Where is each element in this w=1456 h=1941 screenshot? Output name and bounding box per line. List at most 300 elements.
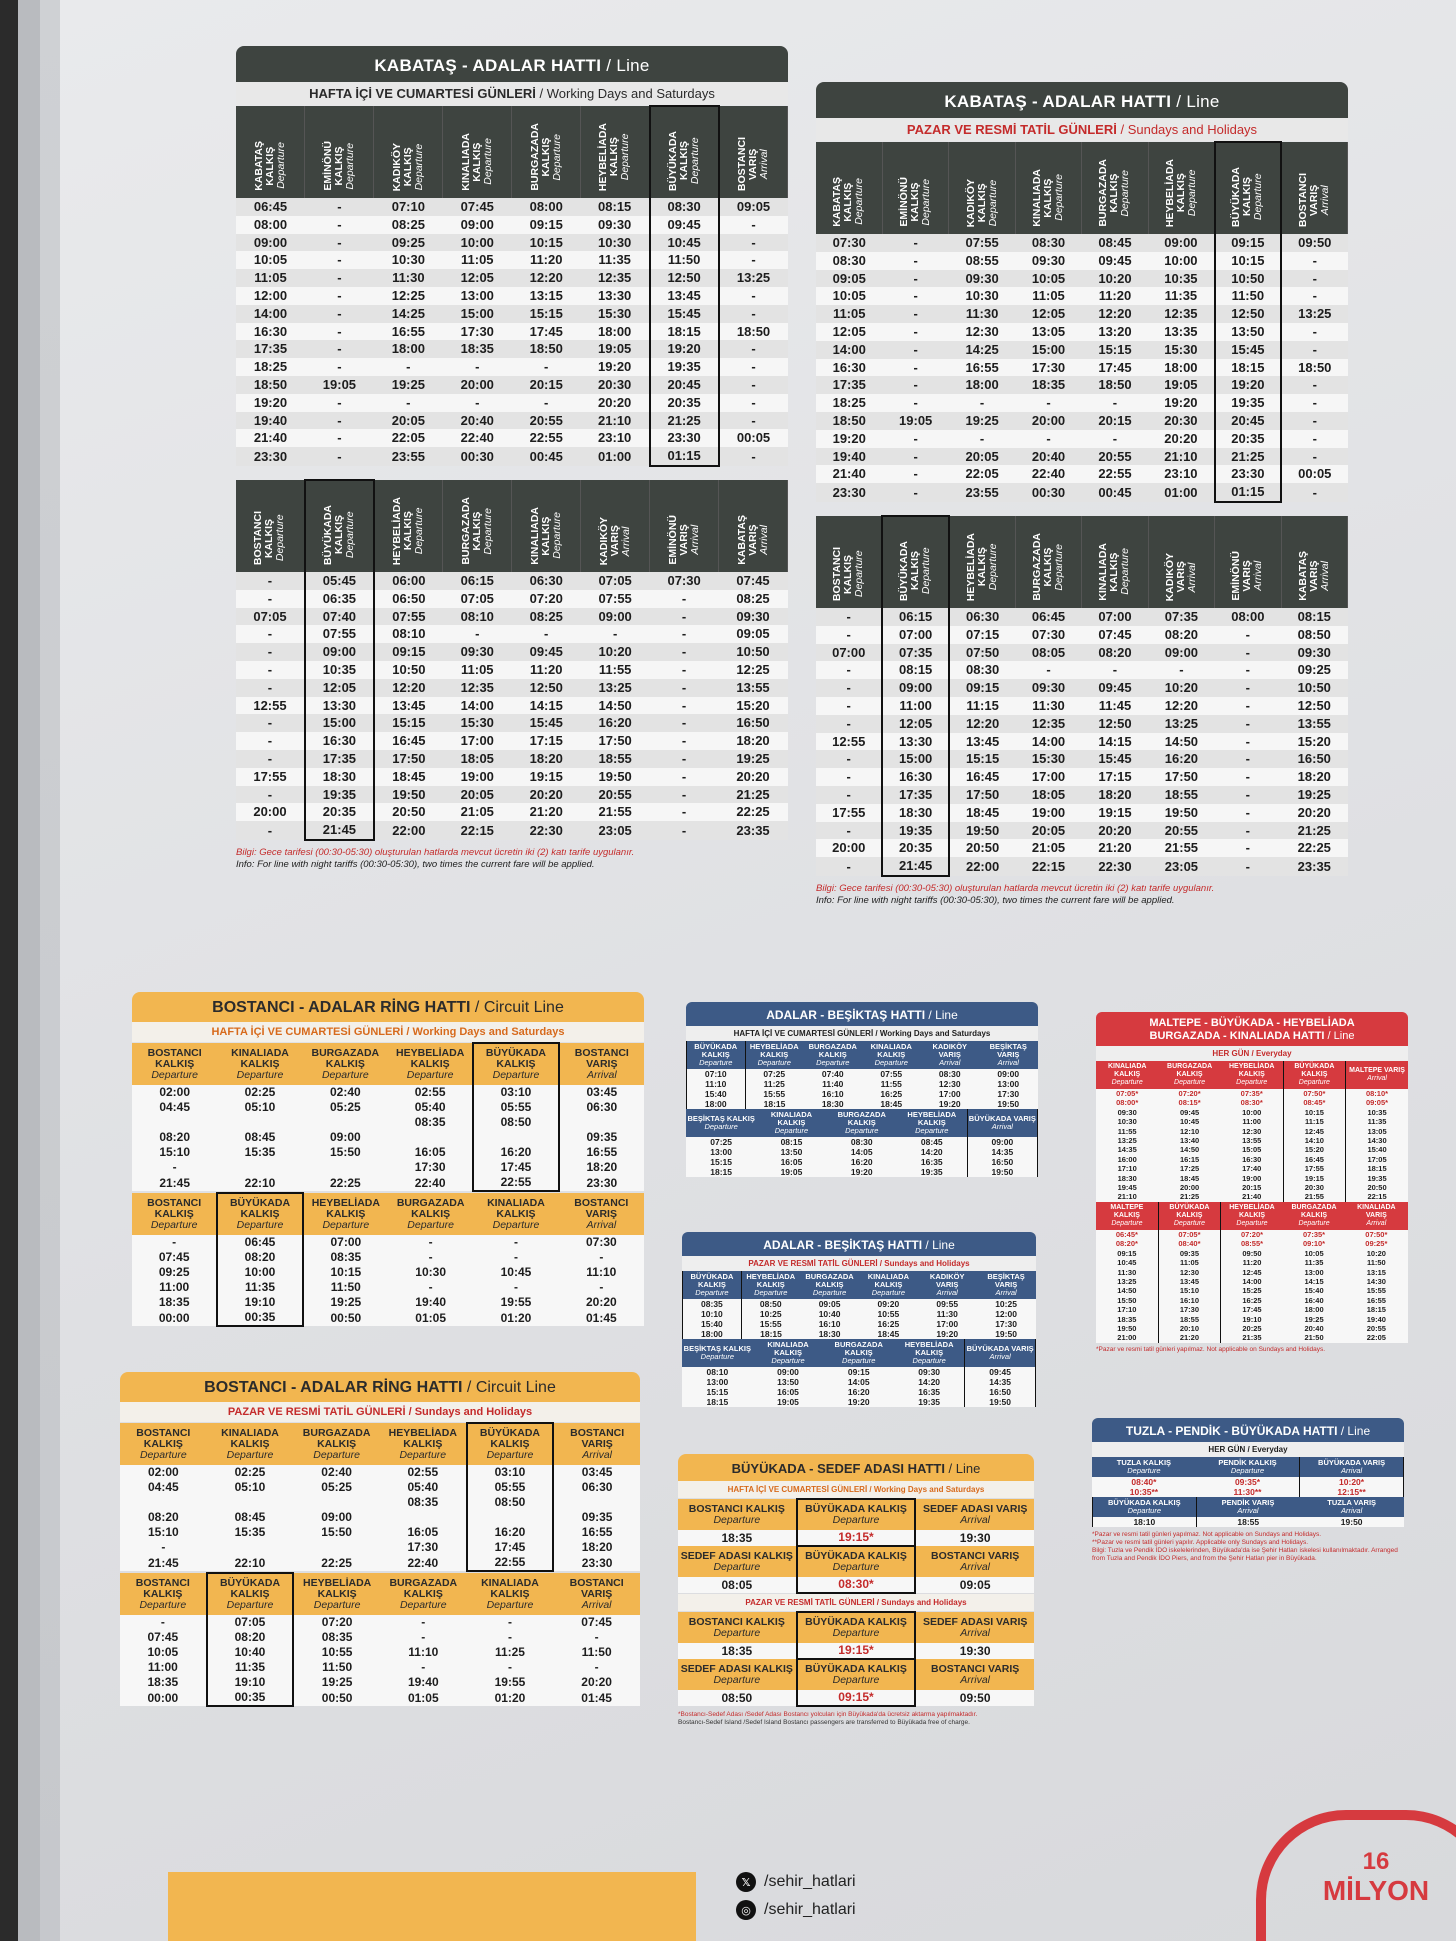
time-cell: 07:20	[293, 1615, 380, 1630]
time-cell: 11:50	[293, 1660, 380, 1675]
night-tariff-info: Bilgi: Gece tarifesi (00:30-05:30) oluşturulan hatlarda mevcut ücretin iki (2) katı tarife uygulanır. Info: For line with night tariffs (00:30-05:30), two times the current fare will be applied.	[816, 882, 1215, 906]
time-cell: -	[719, 251, 788, 269]
column-header: EMİNÖNÜ VARIŞ Arrival	[1215, 516, 1281, 608]
table-row	[678, 1577, 1034, 1593]
table-row	[236, 625, 788, 643]
time-cell: 19:20	[650, 340, 719, 358]
time-cell: 08:30	[1015, 234, 1081, 252]
table-row	[1096, 1324, 1408, 1333]
time-cell: 11:15	[1283, 1117, 1345, 1126]
time-cell: -	[236, 786, 305, 804]
time-cell: 12:50	[650, 269, 719, 287]
time-cell: 14:50	[1158, 1145, 1220, 1154]
time-cell: 15:30	[443, 714, 512, 732]
time-cell: 13:05	[1346, 1127, 1408, 1136]
time-cell: 01:20	[473, 1310, 558, 1326]
time-cell: 11:55	[581, 661, 650, 679]
time-cell: 00:35	[217, 1310, 302, 1326]
table-row	[816, 359, 1348, 377]
time-cell: -	[650, 786, 719, 804]
time-cell: 19:05	[1148, 376, 1214, 394]
instagram-link[interactable]: ◎ /sehir_hatlari	[736, 1896, 856, 1924]
time-cell: 09:05	[719, 625, 788, 643]
time-cell: 17:00	[1015, 768, 1081, 786]
time-cell: 10:50	[719, 643, 788, 661]
time-cell: 13:00	[443, 287, 512, 305]
time-cell: 18:35	[1096, 1315, 1158, 1324]
column-header: HEYBELİADA KALKIŞ Departure	[949, 516, 1015, 608]
table-row	[1096, 1174, 1408, 1183]
table-row	[132, 1310, 644, 1326]
time-cell: 22:25	[719, 803, 788, 821]
time-cell: 19:15*	[797, 1530, 916, 1546]
time-cell: 15:40	[1346, 1145, 1408, 1154]
time-cell: 07:45	[1082, 626, 1148, 644]
time-cell: 18:30	[882, 804, 948, 822]
time-cell	[303, 1115, 388, 1130]
time-cell: 19:25	[1281, 786, 1347, 804]
time-cell	[553, 1495, 640, 1510]
time-cell: 14:50	[1096, 1286, 1158, 1295]
time-cell: -	[1215, 768, 1281, 786]
time-cell: -	[1281, 483, 1347, 502]
panel-subtitle: HAFTA İÇİ VE CUMARTESİ GÜNLERİ / Working Days and Saturdays	[132, 1022, 644, 1042]
column-header: BURGAZADA KALKIŞ Departure	[443, 480, 512, 572]
time-cell: 10:35	[305, 661, 374, 679]
table-row	[816, 697, 1348, 715]
time-cell: 20:45	[650, 376, 719, 394]
time-cell: -	[650, 821, 719, 840]
time-cell: 18:15	[1345, 1305, 1407, 1314]
time-cell: -	[1281, 270, 1347, 288]
time-cell: 08:45	[1082, 234, 1148, 252]
time-cell: 05:45	[305, 572, 374, 590]
time-cell: 21:00	[1096, 1333, 1158, 1342]
time-cell: 12:30	[1221, 1127, 1283, 1136]
time-cell: 13:55	[1281, 715, 1347, 733]
time-cell: -	[236, 679, 305, 697]
time-cell: 19:40	[816, 448, 882, 466]
time-cell: 19:35	[882, 822, 948, 840]
table-row	[236, 803, 788, 821]
column-header: HEYBELİADA KALKIŞ Departure	[293, 1573, 380, 1615]
time-cell: 11:10	[559, 1265, 644, 1280]
table-row	[1096, 1315, 1408, 1324]
time-cell: 16:25	[859, 1319, 918, 1329]
time-cell: 10:50	[1281, 679, 1347, 697]
table-row	[132, 1160, 644, 1175]
time-cell: 11:35	[1346, 1117, 1408, 1126]
time-cell: 07:20*	[1221, 1230, 1283, 1239]
time-cell: 08:40*	[1092, 1477, 1196, 1487]
time-cell: -	[882, 483, 948, 502]
time-cell: -	[882, 323, 948, 341]
time-cell: 07:55	[581, 590, 650, 608]
time-cell: 06:50	[374, 590, 443, 608]
time-cell: 19:05	[882, 412, 948, 430]
table-row	[236, 305, 788, 323]
time-cell: 14:30	[1345, 1277, 1407, 1286]
time-cell: -	[305, 447, 374, 466]
time-cell: -	[512, 625, 581, 643]
time-cell: 15:55	[741, 1319, 800, 1329]
time-cell: 18:30	[800, 1329, 859, 1339]
time-cell: 21:10	[1148, 448, 1214, 466]
time-cell: 16:00	[1096, 1155, 1158, 1164]
table-row	[1096, 1286, 1408, 1295]
maltepe-note: *Pazar ve resmi tatil günleri yapılmaz. Not applicable on Sundays and Holidays.	[1096, 1345, 1326, 1353]
time-cell: 11:50	[1215, 287, 1281, 305]
time-cell: 08:05	[1015, 644, 1081, 662]
table-row	[120, 1690, 640, 1706]
time-cell: 08:20	[1148, 626, 1214, 644]
time-cell: 12:25	[719, 661, 788, 679]
time-cell: 19:35	[894, 1397, 965, 1407]
time-cell: 10:30	[1096, 1117, 1158, 1126]
time-cell: 15:05	[1221, 1145, 1283, 1154]
panel-subtitle: PAZAR VE RESMİ TATİL GÜNLERİ / Sundays and Holidays	[816, 118, 1348, 141]
time-cell: 06:00	[374, 572, 443, 590]
time-cell: -	[305, 340, 374, 358]
time-cell: -	[650, 768, 719, 786]
table-row	[686, 1167, 1038, 1177]
time-cell: 16:50	[1281, 750, 1347, 768]
time-cell: -	[236, 590, 305, 608]
table-row	[816, 679, 1348, 697]
panel-title: ADALAR - BEŞİKTAŞ HATTI / Line	[686, 1002, 1038, 1026]
time-cell: 00:45	[512, 447, 581, 466]
besiktas-weekday-panel	[686, 1002, 1038, 1177]
time-cell: 21:55	[1148, 839, 1214, 857]
table-row	[816, 768, 1348, 786]
time-cell: 07:35*	[1221, 1089, 1283, 1098]
time-cell: 14:20	[894, 1377, 965, 1387]
time-cell: 19:35	[1346, 1174, 1408, 1183]
time-cell: 14:15	[1283, 1277, 1345, 1286]
time-cell: 07:40	[804, 1069, 863, 1079]
time-cell: 11:35	[581, 251, 650, 269]
time-cell: 12:05	[1015, 305, 1081, 323]
panel-subtitle: HER GÜN / Everyday	[1096, 1046, 1408, 1061]
time-cell: 08:20	[207, 1630, 294, 1645]
time-cell: 05:10	[207, 1480, 294, 1495]
time-cell: 10:15	[303, 1265, 388, 1280]
time-cell: 13:55	[1221, 1136, 1283, 1145]
column-header: BURGAZADA KALKIŞ Departure	[823, 1339, 894, 1367]
time-cell: 19:50	[977, 1329, 1036, 1339]
time-cell: 03:10	[467, 1465, 554, 1480]
time-cell: 15:30	[581, 305, 650, 323]
time-cell: 20:20	[1148, 430, 1214, 448]
time-cell: 10:20	[1148, 679, 1214, 697]
time-cell: 22:05	[1345, 1333, 1407, 1342]
time-cell: 19:25	[719, 750, 788, 768]
time-cell: 21:20	[1158, 1333, 1220, 1342]
time-cell: 11:50	[1345, 1258, 1407, 1267]
time-cell: 09:15*	[797, 1690, 916, 1706]
time-cell: 13:25	[1096, 1136, 1158, 1145]
time-cell: 17:00	[921, 1089, 980, 1099]
time-cell: -	[816, 750, 882, 768]
panel-title: MALTEPE - BÜYÜKADA - HEYBELİADA BURGAZADA - KINALIADA HATTI / Line	[1096, 1012, 1408, 1046]
time-cell: 08:20	[217, 1250, 302, 1265]
time-cell: 11:00	[882, 697, 948, 715]
time-cell: 07:55	[374, 608, 443, 626]
besiktas-sunday-panel	[682, 1232, 1036, 1407]
table-row	[1096, 1277, 1408, 1286]
time-cell: 19:20	[816, 430, 882, 448]
time-cell: 17:55	[816, 804, 882, 822]
time-cell: 18:15	[650, 323, 719, 341]
time-cell: 16:30	[816, 359, 882, 377]
time-cell: 20:00	[816, 839, 882, 857]
time-cell: 09:55	[918, 1299, 977, 1309]
time-cell: 18:55	[1148, 786, 1214, 804]
column-header: KINALIADA KALKIŞ Departure	[753, 1339, 824, 1367]
time-cell: 12:15**	[1300, 1487, 1404, 1497]
table-row	[236, 269, 788, 287]
time-cell: 20:15	[1082, 412, 1148, 430]
time-cell: 18:20	[719, 732, 788, 750]
table-row	[1096, 1305, 1408, 1314]
time-cell: 00:30	[443, 447, 512, 466]
time-cell: 15:55	[745, 1089, 804, 1099]
time-cell: 20:50	[949, 839, 1015, 857]
time-cell: 07:35	[882, 644, 948, 662]
column-header: PENDİK VARIŞ Arrival	[1196, 1497, 1300, 1517]
time-cell: 13:30	[305, 697, 374, 715]
time-cell: 09:30	[1096, 1108, 1158, 1117]
time-cell: 05:25	[293, 1480, 380, 1495]
time-cell: 13:45	[1158, 1277, 1220, 1286]
time-cell: 17:45	[1221, 1305, 1283, 1314]
sedef-sunday-table	[678, 1611, 1034, 1707]
time-cell: -	[120, 1540, 207, 1555]
time-cell: 21:05	[1015, 839, 1081, 857]
time-cell	[207, 1495, 294, 1510]
table-row	[816, 234, 1348, 252]
table-row	[132, 1295, 644, 1310]
time-cell: 18:15	[1346, 1164, 1408, 1173]
time-cell: 08:30	[816, 252, 882, 270]
time-cell: 19:25	[293, 1675, 380, 1690]
table-row	[1096, 1249, 1408, 1258]
time-cell: 09:00	[979, 1069, 1038, 1079]
time-cell: 18:50	[512, 340, 581, 358]
time-cell: 19:20	[918, 1329, 977, 1339]
time-cell: 07:50*	[1345, 1230, 1407, 1239]
time-cell: -	[816, 822, 882, 840]
table-row	[687, 1099, 1038, 1109]
x-link[interactable]: 𝕏 /sehir_hatlari	[736, 1868, 856, 1896]
time-cell: 19:10	[217, 1295, 302, 1310]
time-cell: 16:30	[305, 732, 374, 750]
column-header: BOSTANCI VARIŞ Arrival	[553, 1423, 640, 1465]
time-cell: 22:55	[467, 1555, 554, 1571]
time-cell: -	[1215, 839, 1281, 857]
time-cell: 17:05	[1346, 1155, 1408, 1164]
time-cell: 17:30	[1015, 359, 1081, 377]
time-cell: 11:40	[804, 1079, 863, 1089]
time-cell: 09:30	[581, 216, 650, 234]
time-cell: 09:30	[1015, 679, 1081, 697]
column-header: KINALIADA KALKIŞ Departure	[1082, 516, 1148, 608]
time-cell: 07:45	[553, 1615, 640, 1630]
time-cell: 10:05	[236, 251, 305, 269]
time-cell: 15:40	[683, 1319, 742, 1329]
column-header: SEDEF ADASI VARIŞ Arrival	[915, 1499, 1034, 1530]
time-cell: 19:20	[1215, 376, 1281, 394]
time-cell: 17:30	[388, 1160, 473, 1175]
time-cell: 11:10	[687, 1079, 746, 1089]
time-cell: 07:00	[1082, 608, 1148, 626]
time-cell	[559, 1115, 644, 1130]
time-cell: 14:50	[1148, 733, 1214, 751]
table-row	[236, 768, 788, 786]
time-cell: 05:40	[380, 1480, 467, 1495]
column-header: MALTEPE KALKIŞ Departure	[1096, 1202, 1158, 1230]
kabatas-sunday-return-table	[816, 515, 1348, 877]
time-cell: 18:50	[1281, 359, 1347, 377]
time-cell: 18:00	[581, 323, 650, 341]
time-cell	[293, 1540, 380, 1555]
table-row	[120, 1510, 640, 1525]
time-cell: 19:15	[1283, 1174, 1345, 1183]
time-cell: 09:00	[753, 1367, 824, 1377]
time-cell: 06:30	[949, 608, 1015, 626]
time-cell: -	[512, 394, 581, 412]
time-cell: 09:00	[303, 1130, 388, 1145]
time-cell: 11:00	[120, 1660, 207, 1675]
time-cell: 07:55	[949, 234, 1015, 252]
time-cell: -	[1215, 786, 1281, 804]
time-cell: 17:55	[1283, 1164, 1345, 1173]
time-cell: 16:35	[894, 1387, 965, 1397]
table-row	[236, 287, 788, 305]
time-cell: 01:00	[581, 447, 650, 466]
time-cell: 08:30*	[797, 1577, 916, 1593]
time-cell	[303, 1160, 388, 1175]
time-cell: 10:45	[650, 234, 719, 252]
time-cell: -	[650, 590, 719, 608]
time-cell: 18:15	[682, 1397, 753, 1407]
table-row	[816, 341, 1348, 359]
time-cell: 10:40	[800, 1309, 859, 1319]
time-cell: 01:00	[1148, 483, 1214, 502]
time-cell: 15:00	[443, 305, 512, 323]
table-row	[236, 251, 788, 269]
table-row	[682, 1397, 1036, 1407]
table-row	[236, 821, 788, 840]
column-header: SEDEF ADASI VARIŞ Arrival	[915, 1612, 1034, 1643]
time-cell: -	[816, 661, 882, 679]
time-cell: -	[380, 1630, 467, 1645]
column-header: BÜYÜKADA KALKIŞ Departure	[467, 1423, 554, 1465]
time-cell: 09:30	[443, 643, 512, 661]
time-cell: -	[719, 447, 788, 466]
column-header: BURGAZADA KALKIŞ Departure	[1082, 142, 1148, 234]
column-header: KINALIADA KALKIŞ Departure	[756, 1109, 826, 1137]
time-cell: 19:10	[207, 1675, 294, 1690]
time-cell: 12:45	[1221, 1268, 1283, 1277]
time-cell: 16:10	[804, 1089, 863, 1099]
table-row	[236, 750, 788, 768]
time-cell: 02:40	[303, 1085, 388, 1100]
time-cell: 14:15	[1082, 733, 1148, 751]
time-cell: 20:20	[581, 394, 650, 412]
time-cell: 09:35*	[1196, 1477, 1300, 1487]
time-cell: -	[305, 198, 374, 216]
table-row	[132, 1265, 644, 1280]
time-cell: 12:20	[512, 269, 581, 287]
time-cell: 08:30	[650, 198, 719, 216]
time-cell: 22:40	[388, 1175, 473, 1191]
time-cell: 05:55	[467, 1480, 554, 1495]
time-cell: 15:15	[374, 714, 443, 732]
time-cell: -	[816, 715, 882, 733]
column-header: KADIKÖY VARIŞ Arrival	[921, 1041, 980, 1069]
time-cell: 18:00	[949, 376, 1015, 394]
table-row	[1093, 1517, 1404, 1527]
time-cell: -	[882, 234, 948, 252]
time-cell: 10:30	[388, 1265, 473, 1280]
time-cell: 09:50	[1281, 234, 1347, 252]
time-cell: 15:15	[1082, 341, 1148, 359]
time-cell: 14:00	[236, 305, 305, 323]
time-cell: 18:35	[1015, 376, 1081, 394]
table-row	[120, 1540, 640, 1555]
time-cell: 19:40	[388, 1295, 473, 1310]
time-cell: 18:30	[804, 1099, 863, 1109]
column-header: BÜYÜKADA KALKIŞ Departure	[797, 1612, 916, 1643]
time-cell: 18:15	[1215, 359, 1281, 377]
time-cell: 11:05	[236, 269, 305, 287]
table-row	[816, 626, 1348, 644]
column-header: HEYBELİADA KALKIŞ Departure	[581, 106, 650, 198]
time-cell: 10:00	[1221, 1108, 1283, 1117]
time-cell: -	[120, 1615, 207, 1630]
time-cell: 16:15	[1158, 1155, 1220, 1164]
time-cell: 19:20	[236, 394, 305, 412]
time-cell: -	[1281, 430, 1347, 448]
time-cell	[132, 1115, 217, 1130]
column-header: KABATAŞ KALKIŞ Departure	[236, 106, 305, 198]
time-cell: 19:10	[1221, 1315, 1283, 1324]
time-cell: -	[467, 1615, 554, 1630]
panel-subtitle: HER GÜN / Everyday	[1092, 1442, 1404, 1457]
time-cell: 07:05	[207, 1615, 294, 1630]
column-header: BOSTANCI KALKIŞ Departure	[678, 1612, 797, 1643]
besiktas-weekday-table-1	[686, 1041, 1038, 1109]
time-cell: 09:25*	[1345, 1239, 1407, 1248]
time-cell: 15:55	[1345, 1286, 1407, 1295]
time-cell: 07:30	[559, 1235, 644, 1250]
table-row	[132, 1175, 644, 1191]
time-cell: 16:35	[897, 1157, 967, 1167]
table-row	[1096, 1164, 1408, 1173]
time-cell: 08:10	[682, 1367, 753, 1377]
time-cell: 17:50	[949, 786, 1015, 804]
time-cell: 20:45	[1215, 412, 1281, 430]
social-links	[736, 1868, 856, 1924]
time-cell: -	[1215, 644, 1281, 662]
time-cell: 08:20	[120, 1510, 207, 1525]
time-cell: 05:10	[217, 1100, 302, 1115]
table-row	[1096, 1239, 1408, 1248]
time-cell: 22:05	[374, 429, 443, 447]
time-cell: 19:00	[1221, 1174, 1283, 1183]
time-cell: -	[1082, 430, 1148, 448]
